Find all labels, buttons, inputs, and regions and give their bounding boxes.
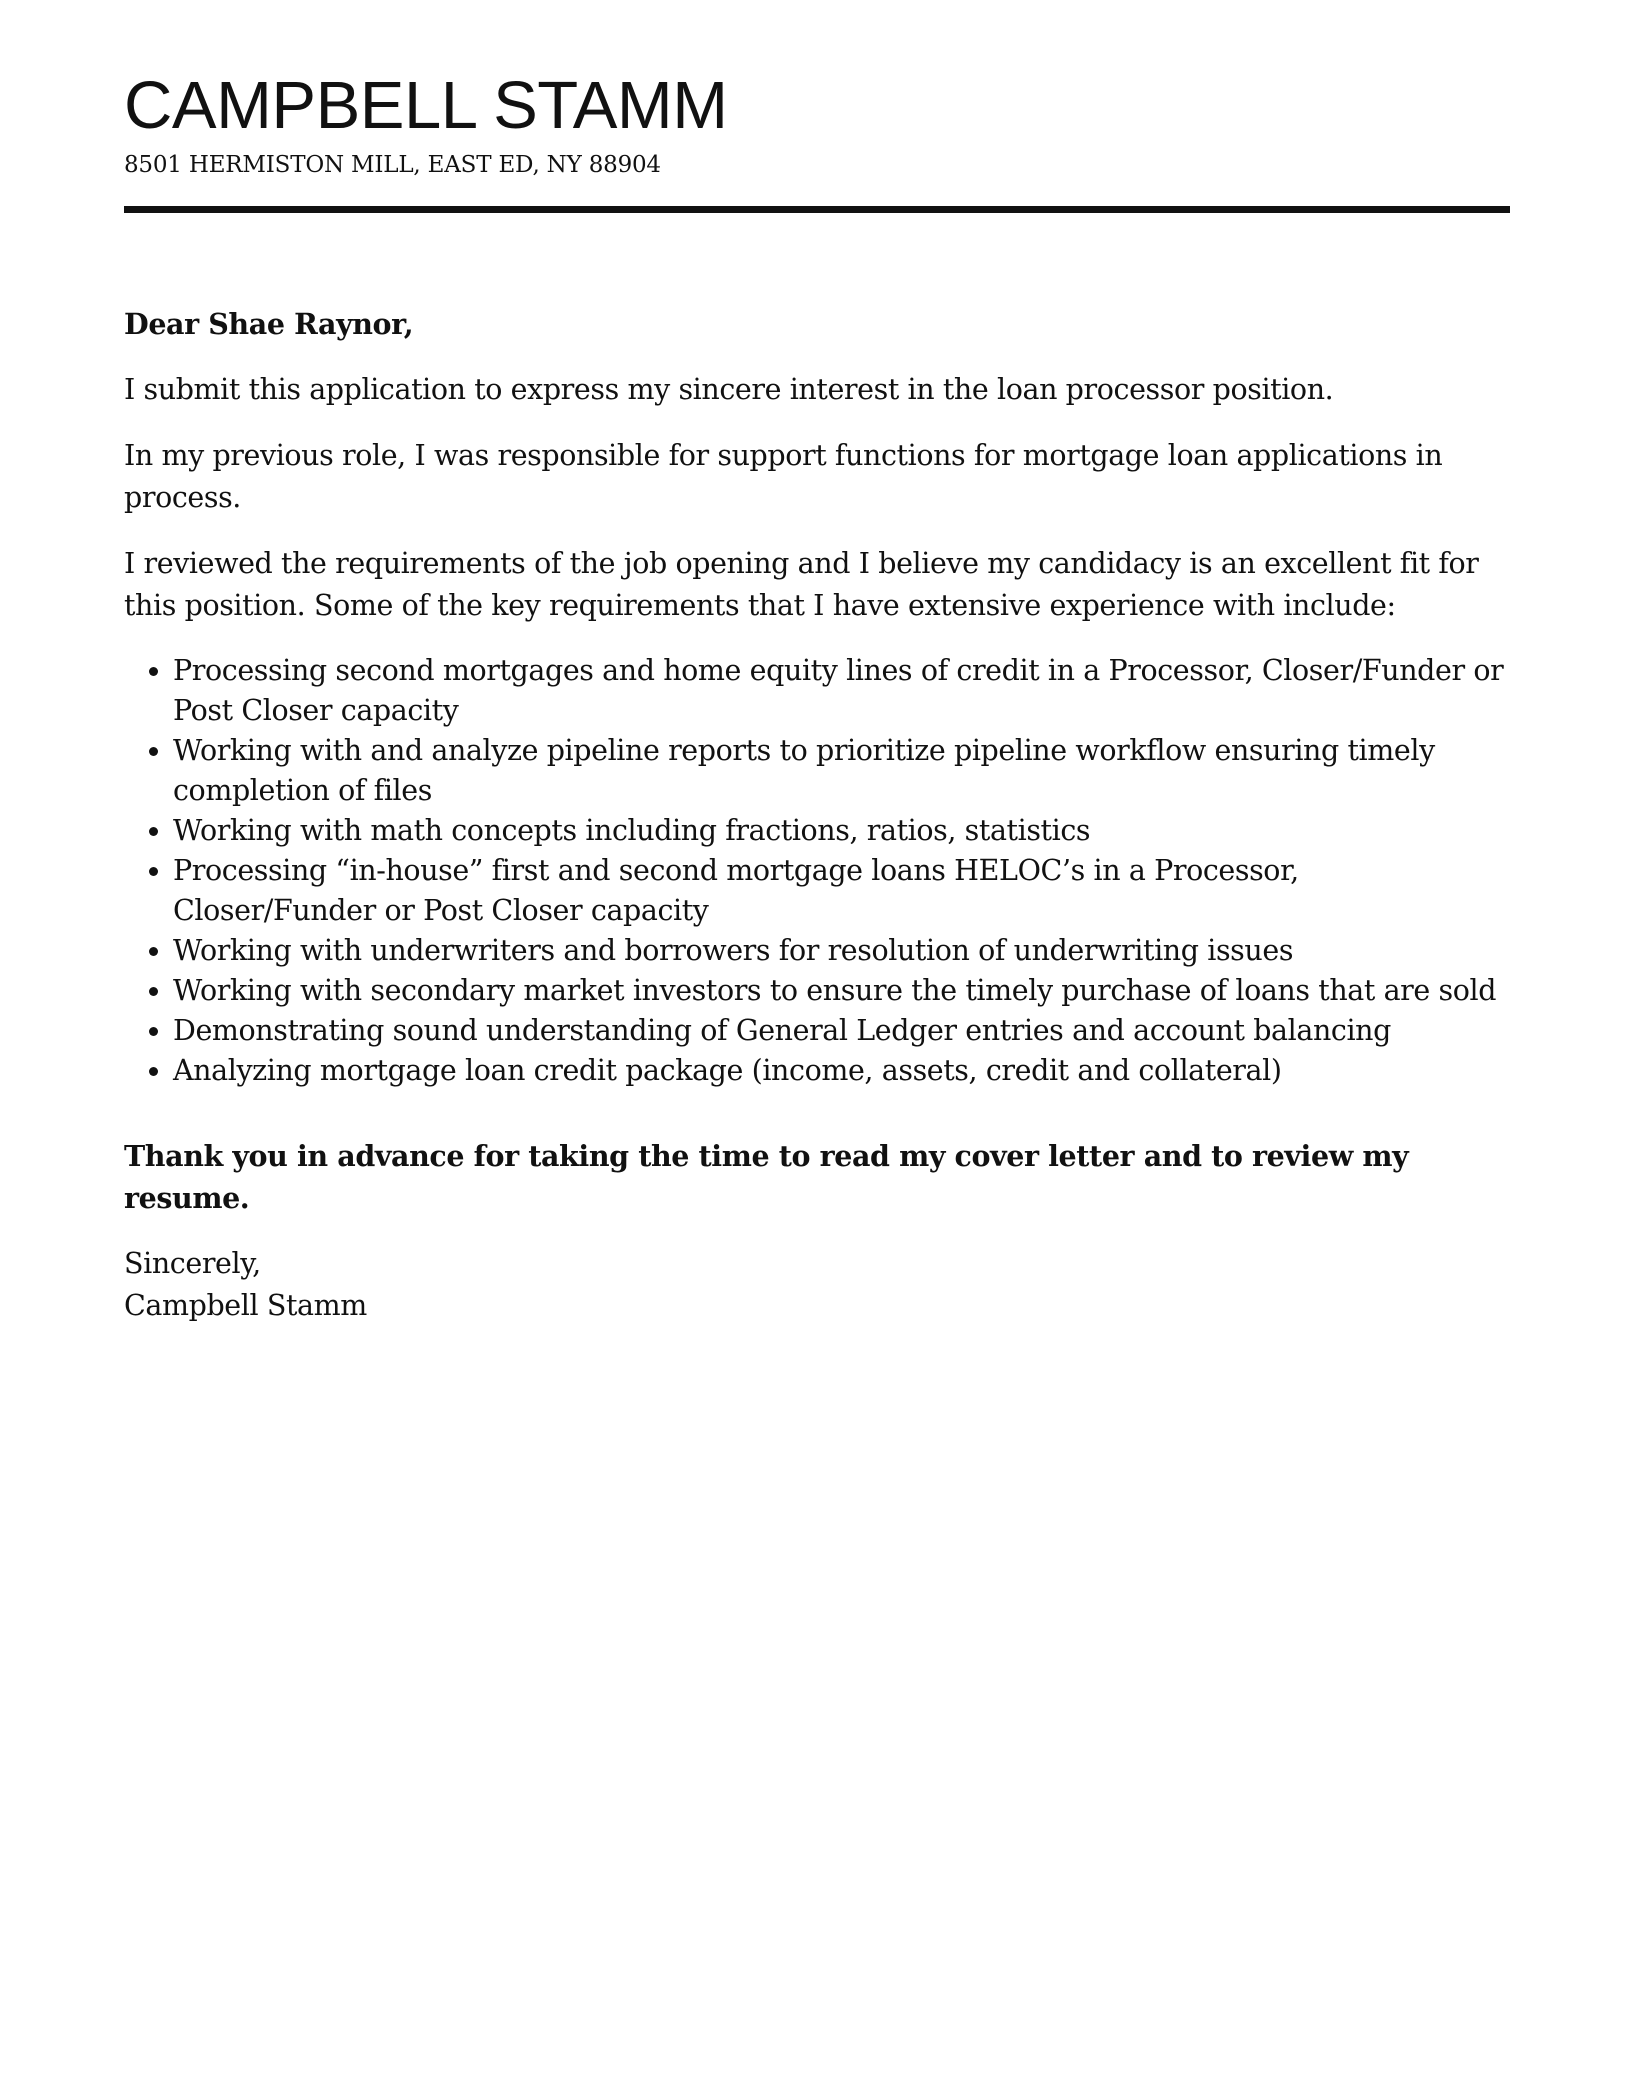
requirements-list — [124, 651, 1510, 1091]
list-item: • Demonstrating sound understanding of General Ledger entries and account balancing — [173, 1011, 1510, 1051]
applicant-name: CAMPBELL STAMM — [124, 68, 728, 143]
list-item: • Working with and analyze pipeline reports to prioritize pipeline workflow ensuring timely completion of files — [173, 731, 1510, 811]
paragraph-previous-role: In my previous role, I was responsible for support functions for mortgage loan applications in process. — [124, 439, 1443, 514]
list-item: • Analyzing mortgage loan credit package (income, assets, credit and collateral) — [173, 1051, 1510, 1091]
paragraph-intro: I submit this application to express my sincere interest in the loan processor position. — [124, 373, 1334, 406]
signoff: Sincerely, — [124, 1247, 261, 1280]
applicant-address: 8501 HERMISTON MILL, EAST ED, NY 88904 — [124, 152, 661, 178]
signature-name: Campbell Stamm — [124, 1289, 367, 1322]
letter-body — [124, 303, 1510, 1327]
list-item: • Working with secondary market investors to ensure the timely purchase of loans that are sold — [173, 971, 1510, 1011]
list-item: • Processing second mortgages and home equity lines of credit in a Processor, Closer/Funder or Post Closer capacity — [173, 651, 1510, 731]
closing-statement: Thank you in advance for taking the time to read my cover letter and to review my resume. — [124, 1139, 1409, 1215]
list-item: • Working with underwriters and borrowers for resolution of underwriting issues — [173, 931, 1510, 971]
list-item: • Working with math concepts including fractions, ratios, statistics — [173, 811, 1510, 851]
header-divider — [124, 206, 1510, 213]
paragraph-requirements-intro: I reviewed the requirements of the job opening and I believe my candidacy is an excellent fit for this position. Some of the key requirements that I have extensive experience with include: — [124, 547, 1479, 622]
salutation: Dear Shae Raynor, — [124, 307, 414, 341]
list-item: • Processing “in-house” first and second mortgage loans HELOC’s in a Processor, Closer/Funder or Post Closer capacity — [173, 851, 1510, 931]
cover-letter-page — [124, 0, 1510, 1322]
